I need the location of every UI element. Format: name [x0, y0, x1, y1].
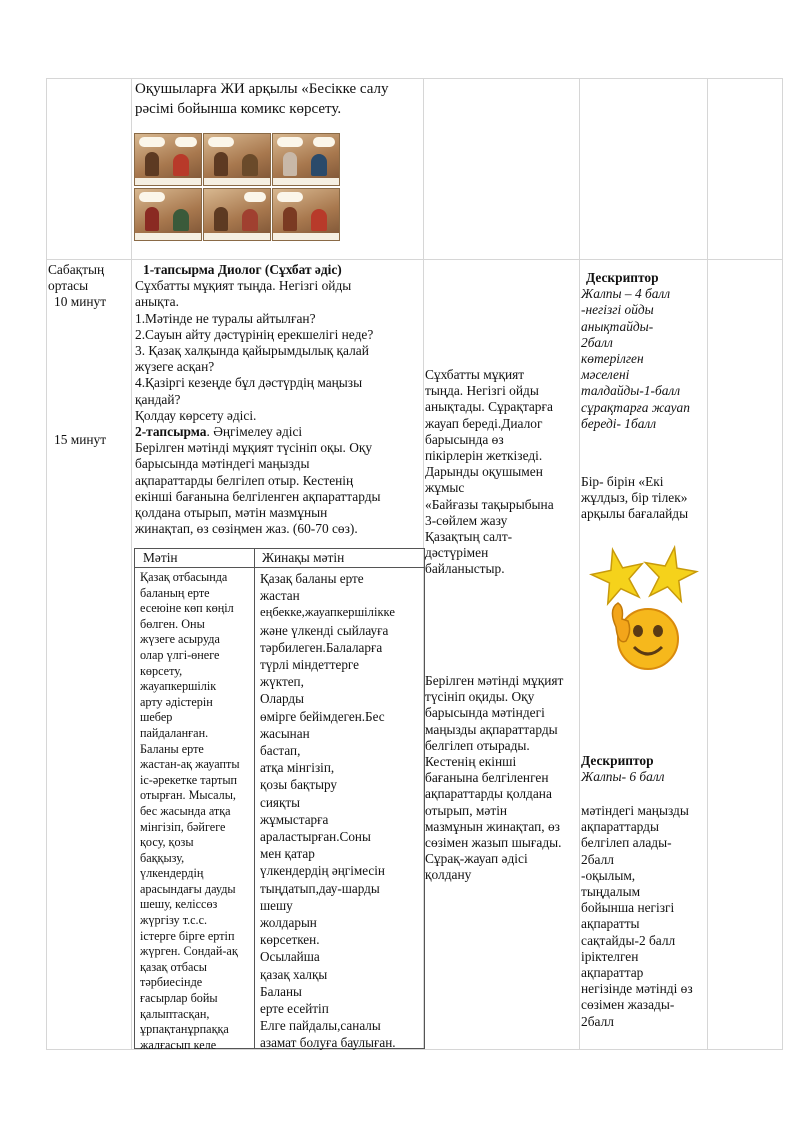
activity-line: «Байғазы тақырыбына	[425, 496, 554, 512]
cell-line: шешу, келіссөз	[140, 897, 218, 912]
descriptor-title: Дескриптор	[586, 270, 659, 285]
task-line: 1.Мәтінде не туралы айтылған?	[135, 310, 316, 326]
cell-line: сияқты	[260, 794, 301, 810]
cell-line: ұрпақтанұрпаққа	[140, 1022, 229, 1037]
cell-line: Қазақ отбасында	[140, 570, 228, 584]
cell-line: және үлкенді сыйлауға	[260, 622, 389, 638]
cell-line: жүзеге асыруда	[140, 632, 220, 647]
cell-line: баққызу,	[140, 850, 185, 865]
descriptor-total: Жалпы- 6 балл	[581, 769, 665, 785]
task-line: жинақтап, өз сөзіңмен жаз. (60-70 сөз).	[135, 521, 358, 537]
table-row-divider	[46, 259, 783, 260]
criteria-line: тыңдалым	[581, 884, 641, 900]
activity-line: байланыстыр.	[425, 561, 505, 577]
cell-line: қалыптасқан,	[140, 1006, 210, 1021]
task1-title: 1-тапсырма Диолог (Сұхбат әдіс)	[143, 262, 342, 277]
activity-line: түсініп оқиды. Оқу	[425, 689, 535, 705]
table-border-col3	[579, 78, 580, 1050]
criteria-line: ақпараттар	[581, 965, 644, 981]
cell-line: азамат болуға баулыған.	[260, 1035, 396, 1051]
descriptor-line: Жалпы – 4 балл	[581, 286, 671, 302]
summary-table	[134, 548, 425, 1052]
cell-line: шебер	[140, 710, 173, 725]
cell-line: істерге бірге ертіп	[140, 928, 235, 943]
cell-line: көрсету,	[140, 663, 183, 678]
cell-line: түрлі міндеттерге	[260, 657, 360, 673]
task-line: 2.Сауын айту дәстүрінің ерекшелігі неде?	[135, 326, 374, 342]
time-label-2: 15 минут	[54, 432, 107, 447]
criteria-line: іріктелген	[581, 948, 639, 964]
task-line: қолдана отырып, мәтін мазмұнын	[135, 505, 328, 521]
text-line: Оқушыларға ЖИ арқылы «Бесікке салу	[135, 81, 389, 97]
cell-line: пайдаланған.	[140, 725, 209, 740]
table-border-top	[46, 78, 783, 79]
cell-line: Елге пайдалы,саналы	[260, 1018, 381, 1034]
cell-line: Баланы ерте	[140, 741, 204, 756]
criteria-line: -оқылым,	[581, 867, 636, 883]
cell-line: бөлген. Оны	[140, 616, 205, 631]
cell-line: жастан	[260, 588, 300, 604]
comic-task-text	[135, 80, 389, 119]
activity-line: сөзімен жазып шығады.	[425, 835, 562, 851]
comic-strip-image	[134, 133, 340, 241]
activity-line: Қазақтың салт-	[425, 529, 513, 545]
cell-line: арасындағы дауды	[140, 881, 236, 896]
task-line: қандай?	[135, 391, 181, 407]
lesson-stage	[48, 262, 106, 311]
activity-line: отырып, мәтін	[425, 802, 508, 818]
activity-line: қолдану	[425, 867, 472, 883]
table-border-right	[782, 78, 783, 1050]
task-line: жүзеге асқан?	[135, 359, 215, 375]
task-line: Қолдау көрсету әдісі.	[135, 407, 257, 423]
smiley-thumbs-up-stars-icon	[588, 535, 700, 677]
activity-line: барысында өз	[425, 431, 504, 447]
descriptor-2-criteria	[581, 803, 693, 1030]
task-line: Берілген мәтінді мұқият түсініп оқы. Оқу	[135, 440, 373, 456]
peer-line: арқылы бағалайды	[581, 506, 689, 522]
cell-line: Осылайша	[260, 949, 320, 965]
task-line: Сұхбатты мұқият тыңда. Негізгі ойды	[135, 278, 352, 294]
descriptor-line: сұрақтарға жауап	[581, 399, 690, 415]
time-label: 10 минут	[54, 294, 107, 310]
cell-line: жастан-ақ жауапты	[140, 757, 240, 772]
activity-line: маңызды ақпараттарды	[425, 721, 558, 737]
col2-text	[260, 570, 396, 1052]
cell-line: ғасырлар бойы	[140, 991, 218, 1006]
cell-line: Қазақ баланы ерте	[260, 571, 364, 586]
descriptor-line: мәселені	[581, 367, 630, 383]
descriptor-line: -негізгі ойды	[581, 302, 654, 318]
peer-assessment	[581, 474, 688, 523]
criteria-line: мәтіндегі маңызды	[581, 803, 689, 818]
table-border-col4	[707, 78, 708, 1050]
criteria-line: сөзімен жазады-	[581, 997, 675, 1013]
activity-line: дәстүрімен	[425, 545, 489, 561]
cell-line: баланың ерте	[140, 585, 210, 600]
cell-line: жолдарын	[260, 915, 317, 931]
task2-title-line	[135, 424, 381, 440]
criteria-line: негізінде мәтінді өз	[581, 981, 693, 997]
cell-line: Оларды	[260, 691, 304, 707]
cell-line: есеюіне көп көңіл	[140, 601, 234, 616]
stage-label: ортасы	[48, 278, 89, 294]
cell-line: жүрген. Сондай-ақ	[140, 944, 238, 959]
activity-line: Сұрақ-жауап әдісі	[425, 851, 528, 867]
cell-line: қазақ отбасы	[140, 959, 207, 974]
task-column	[135, 262, 381, 537]
criteria-line: 2балл	[581, 851, 614, 867]
cell-line: қазақ халқы	[260, 966, 328, 982]
descriptor-1	[581, 270, 690, 432]
cell-line: ерте есейтіп	[260, 1001, 329, 1017]
activity-line: пікірлерін жеткізеді.	[425, 448, 543, 464]
criteria-line: белгілеп алады-	[581, 835, 672, 851]
cell-line: тәрбиесінде	[140, 975, 203, 990]
cell-line: қосу, қозы	[140, 835, 194, 850]
table-border-col1	[131, 78, 132, 1050]
task2-title-rest: . Әңгімелеу әдісі	[206, 424, 303, 440]
table-border-left	[46, 78, 47, 1050]
descriptor-2	[581, 753, 665, 785]
activity-line: 3-сөйлем жазу	[425, 512, 508, 528]
task-line: 4.Қазіргі кезеңде бұл дәстүрдің маңызы	[135, 375, 363, 391]
cell-line: олар үлгі-өнеге	[140, 647, 220, 662]
cell-line: үлкендердің әңгімесін	[260, 863, 385, 879]
cell-line: бастап,	[260, 743, 301, 759]
cell-line: жұмыстарға	[260, 811, 329, 827]
cell-line: қозы бақтыру	[260, 777, 337, 793]
activity-line: Дарынды оқушымен	[425, 464, 543, 480]
col1-header: Мәтін	[143, 550, 178, 565]
peer-line: Бір- бірін «Екі	[581, 474, 664, 489]
activity-line: анықтады. Сұрақтарға	[425, 399, 553, 415]
cell-line: бес жасында атқа	[140, 803, 231, 818]
task2-title: 2-тапсырма	[135, 424, 207, 440]
task-line: анықта.	[135, 294, 179, 310]
cell-line: отырған. Мысалы,	[140, 788, 236, 803]
cell-line: атқа мінгізіп,	[260, 760, 335, 776]
text-line: рәсімі бойынша комикс көрсету.	[135, 100, 342, 117]
cell-line: Баланы	[260, 983, 302, 999]
activity-line: ақпараттарды қолдана	[425, 786, 552, 802]
descriptor-line: көтерілген	[581, 351, 644, 367]
cell-line: жүктеп,	[260, 674, 304, 690]
cell-line: жасынан	[260, 725, 310, 741]
cell-line: тәрбилеген.Балаларға	[260, 639, 383, 655]
activity-line: Сұхбатты мұқият	[425, 367, 525, 382]
cell-line: жүргізу т.с.с.	[140, 913, 208, 928]
task-line: барысында мәтіндегі маңызды	[135, 456, 310, 472]
descriptor-title: Дескриптор	[581, 753, 654, 768]
cell-line: өмірге бейімдеген.Бес	[260, 708, 385, 724]
cell-line: тыңдатып,дау-шарды	[260, 880, 380, 896]
criteria-line: ақпаратты	[581, 916, 640, 932]
activity-line: мазмұнын жинақтап, өз	[425, 818, 560, 834]
criteria-line: ақпараттарды	[581, 819, 659, 835]
cell-line: араластырған.Соны	[260, 829, 371, 845]
criteria-line: сақтайды-2 балл	[581, 932, 676, 948]
task-line: ақпараттарды белгілеп отыр. Кестенің	[135, 472, 354, 488]
activity-line: жұмыс	[425, 480, 465, 496]
activity-line: жауап береді.Диалог	[425, 415, 543, 431]
col1-text	[140, 570, 240, 1053]
descriptor-line: 2балл	[581, 334, 613, 350]
task-line: екінші бағанына белгіленген ақпараттарды	[135, 488, 381, 504]
criteria-line: бойынша негізгі	[581, 900, 675, 916]
student-activity-2	[425, 673, 563, 884]
descriptor-line: анықтайды-	[581, 318, 654, 334]
criteria-line: 2балл	[581, 1013, 614, 1029]
descriptor-line: береді- 1балл	[581, 415, 657, 431]
col2-header: Жинақы мәтін	[262, 550, 345, 565]
cell-line: үлкендердің	[140, 866, 204, 881]
activity-line: Берілген мәтінді мұқият	[425, 673, 564, 688]
activity-line: барысында мәтіндегі	[425, 705, 545, 721]
cell-line: еңбекке,жауапкершілікке	[260, 605, 395, 620]
cell-line: мінгізіп, бәйгеге	[140, 819, 226, 834]
activity-line: бағанына белгіленген	[425, 770, 549, 786]
activity-line: белгілеп отырады.	[425, 737, 530, 753]
activity-line: Кестенің екінші	[425, 754, 517, 770]
student-activity-1	[425, 367, 554, 578]
cell-line: жалғасып келе	[140, 1037, 217, 1052]
cell-line: көрсеткен.	[260, 932, 320, 948]
stage-label: Сабақтың	[48, 262, 105, 277]
cell-line: жауапкершілік	[140, 679, 217, 694]
task-line: 3. Қазақ халқында қайырымдылық қалай	[135, 343, 369, 359]
cell-line: іс-әрекетке тартып	[140, 772, 238, 787]
peer-line: жұлдыз, бір тілек»	[581, 490, 688, 506]
cell-line: мен қатар	[260, 846, 315, 862]
cell-line: арту әдістерін	[140, 694, 213, 709]
cell-line: шешу	[260, 897, 293, 913]
descriptor-line: талдайды-1-балл	[581, 383, 681, 399]
activity-line: тыңда. Негізгі ойды	[425, 383, 539, 399]
